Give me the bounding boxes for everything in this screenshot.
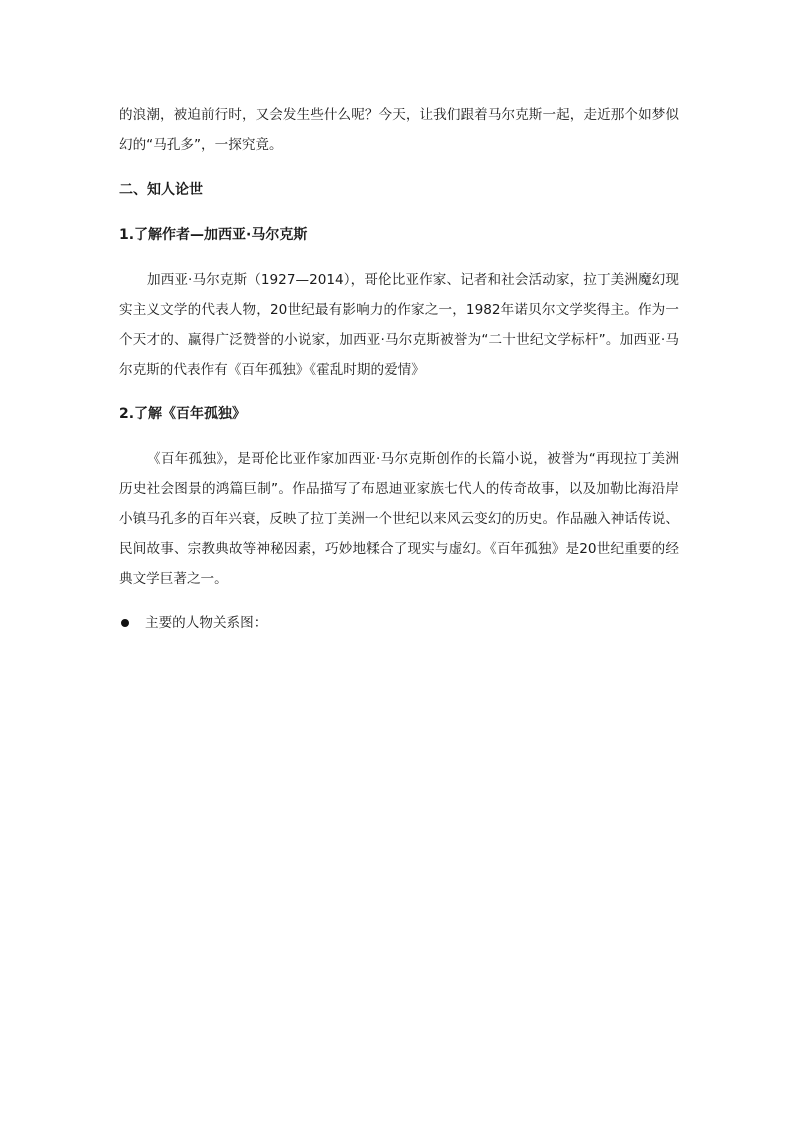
section-heading-2: 二、知人论世 (119, 182, 203, 198)
bullet-label: 主要的人物关系图： (145, 615, 268, 631)
novel-paragraph: 《百年孤独》，是哥伦比亚作家加西亚·马尔克斯创作的长篇小说，被誉为“再现拉丁美洲历史社会图景的鸿篇巨制”。作品描写了布恩迪亚家族七代人的传奇故事，以及加勒比海沿岸小镇马孔多的百年兴衰，反映了拉丁美洲一个世纪以来风云变幻的历史。作品融入神话传说、民间故事、宗教典故等神秘因素，巧妙地糅合了现实与虚幻。《百年孤独》是20世纪重要的经典文学巨著之一。 (119, 451, 679, 587)
intro-paragraph: 的浪潮，被迫前行时，又会发生些什么呢？今天，让我们跟着马尔克斯一起，走近那个如梦似幻的“马孔多”，一探究竟。 (119, 107, 679, 153)
subsection-heading-novel: 2.了解《百年孤独》 (119, 406, 247, 422)
bullet-dot-icon (121, 619, 129, 627)
author-paragraph: 加西亚·马尔克斯（1927—2014），哥伦比亚作家、记者和社会活动家，拉丁美洲魔幻现实主义文学的代表人物，20世纪最有影响力的作家之一，1982年诺贝尔文学奖得主。作为一个天才的、赢得广泛赞誉的小说家，加西亚·马尔克斯被誉为“二十世纪文学标杆”。加西亚·马尔克斯的代表作有《百年孤独》《霍乱时期的爱情》 (119, 272, 679, 378)
document-body (119, 100, 679, 638)
bullet-item (119, 608, 679, 638)
subsection-heading-author: 1.了解作者—加西亚·马尔克斯 (119, 227, 308, 243)
